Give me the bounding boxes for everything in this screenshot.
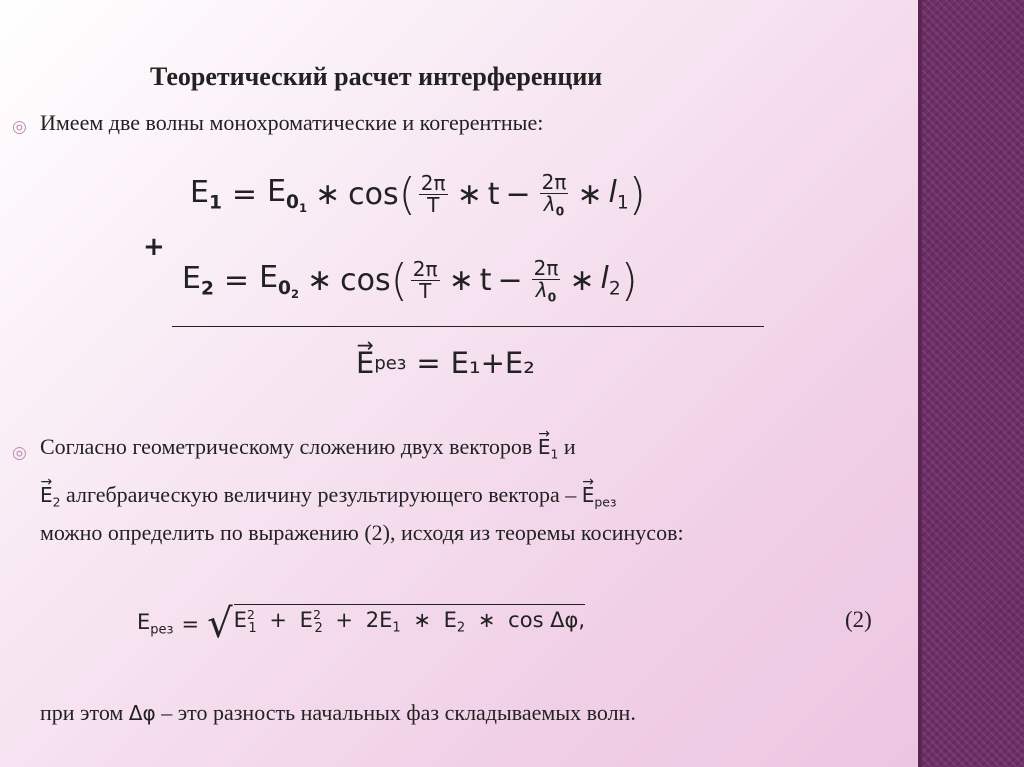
note-phase-difference: при этом Δφ – это разность начальных фаз складываемых волн. [40, 700, 636, 725]
e1-sub: 1 [208, 192, 222, 214]
bullet-icon: ◎ [12, 117, 27, 136]
sum-line [172, 326, 764, 327]
bullet-icon: ◎ [12, 443, 27, 462]
res-sub: рез [374, 352, 407, 374]
bullet-text-geometric-2: → $E_2$ алгебраическую величину результирующего вектора – → $E_{рез}$ [40, 482, 616, 509]
equation-resultant: → E рез = E₁+E₂ [356, 346, 535, 380]
e1-symbol: E [190, 175, 209, 211]
equation-e2: $E_2$ = $E_{0_2}$ ∗ cos ( $\frac{2\pi}{T}$ ∗ t − $\frac{2\pi}{\lambda_0}$ ∗ $l_2$ ) [182, 254, 638, 306]
e01-symbol: E [267, 174, 287, 210]
fraction-2pi-T: $\frac{2\pi}{T}$ [420, 171, 446, 218]
bullet-text-geometric-3: можно определить по выражению (2), исходя из теоремы косинусов: [40, 520, 684, 545]
bullet-text-geometric-1: Согласно геометрическому сложению двух векторов → $E_1$ и [40, 434, 576, 461]
plus-sign: + [143, 232, 165, 262]
e2-sub: 2 [200, 278, 214, 300]
decorative-side-strip [918, 0, 1024, 767]
bullet-text-waves: Имеем две волны монохроматические и когерентные: [40, 110, 544, 135]
eq-sign: = [231, 177, 258, 213]
equation-e1: $E_1$ = $E_{0_1}$ ∗ cos ( $\frac{2\pi}{T}$ ∗ t − $\frac{2\pi}{\lambda_0}$ ∗ $l_1$ ) [190, 168, 646, 220]
star: ∗ [315, 177, 341, 213]
slide-title: Теоретический расчет интерференции [150, 62, 603, 91]
sqrt: √ $E^2_1 + E^2_2 + 2E_1$ ∗ $E_2$ ∗ cos Δφ, [207, 601, 586, 647]
l2-sub: 2 [608, 278, 621, 300]
e02-subsub: 2 [290, 286, 299, 301]
sum-rhs: E₁+E₂ [450, 346, 535, 380]
e2-symbol: E [182, 261, 201, 297]
e01-subsub: 1 [298, 200, 307, 215]
formula-resultant-magnitude: $E_{рез}$ = √ $E^2_1 + E^2_2 + 2E_1$ ∗ $E_2$ ∗ cos Δφ, [137, 601, 586, 647]
t: t [487, 177, 500, 213]
equation-number: (2) [845, 607, 872, 632]
cos: cos [348, 177, 399, 213]
fraction-2pi-lambda: $\frac{2\pi}{\lambda_0}$ [541, 170, 567, 219]
e01-sub: 0 [286, 191, 299, 213]
